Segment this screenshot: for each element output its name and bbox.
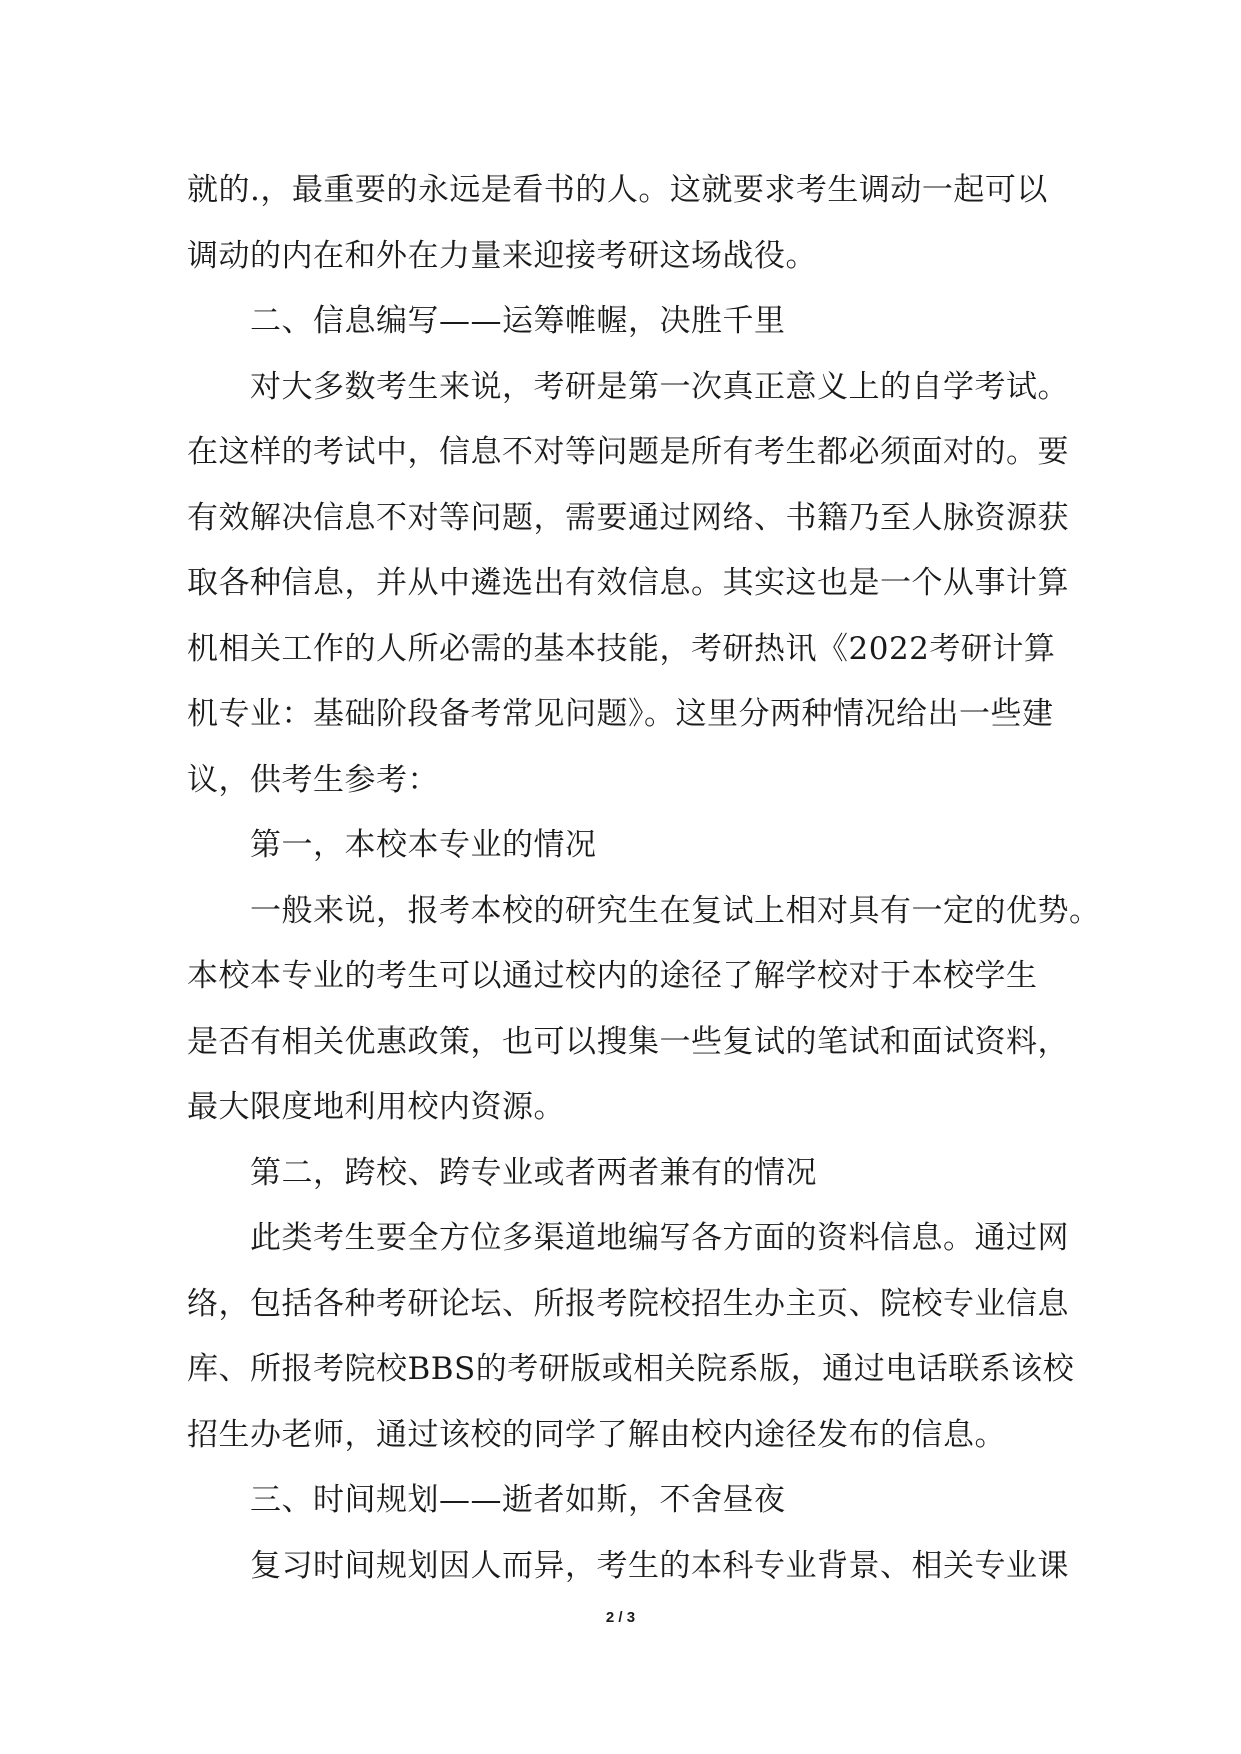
page-number: 2 / 3: [605, 1609, 636, 1626]
text-line: 取各种信息，并从中遴选出有效信息。其实这也是一个从事计算: [187, 565, 1069, 601]
section-heading: 三、时间规划——逝者如斯，不舍昼夜: [250, 1482, 786, 1518]
text-line: 本校本专业的考生可以通过校内的途径了解学校对于本校学生: [187, 958, 1038, 994]
text-line: 库、所报考院校BBS的考研版或相关院系版，通过电话联系该校: [187, 1351, 1075, 1387]
text-line: 机专业：基础阶段备考常见问题》。这里分两种情况给出一些建: [187, 696, 1054, 732]
text-line: 有效解决信息不对等问题，需要通过网络、书籍乃至人脉资源获: [187, 499, 1069, 536]
text-line: 一般来说，报考本校的研究生在复试上相对具有一定的优势。: [250, 892, 1101, 929]
text-line: 机相关工作的人所必需的基本技能，考研热讯《2022考研计算: [187, 630, 1056, 667]
text-line: 是否有相关优惠政策，也可以搜集一些复试的笔试和面试资料，: [187, 1023, 1069, 1060]
subsection-heading: 第一，本校本专业的情况: [250, 827, 597, 863]
text-line: 就的.，最重要的永远是看书的人。这就要求考生调动一起可以: [187, 172, 1048, 208]
subsection-heading: 第二，跨校、跨专业或者两者兼有的情况: [250, 1154, 817, 1191]
text-line: 复习时间规划因人而异，考生的本科专业背景、相关专业课: [250, 1547, 1069, 1584]
text-line: 调动的内在和外在力量来迎接考研这场战役。: [187, 237, 817, 274]
section-heading: 二、信息编写——运筹帷幄，决胜千里: [250, 303, 786, 339]
text-line: 对大多数考生来说，考研是第一次真正意义上的自学考试。: [250, 368, 1069, 405]
document-body: [187, 158, 1101, 1599]
text-line: 此类考生要全方位多渠道地编写各方面的资料信息。通过网: [250, 1220, 1069, 1256]
text-line: 议，供考生参考：: [187, 761, 439, 798]
text-line: 络，包括各种考研论坛、所报考院校招生办主页、院校专业信息: [187, 1285, 1069, 1322]
text-line: 最大限度地利用校内资源。: [187, 1089, 565, 1125]
text-line: 招生办老师，通过该校的同学了解由校内途径发布的信息。: [187, 1416, 1006, 1453]
text-line: 在这样的考试中，信息不对等问题是所有考生都必须面对的。要: [187, 434, 1069, 470]
